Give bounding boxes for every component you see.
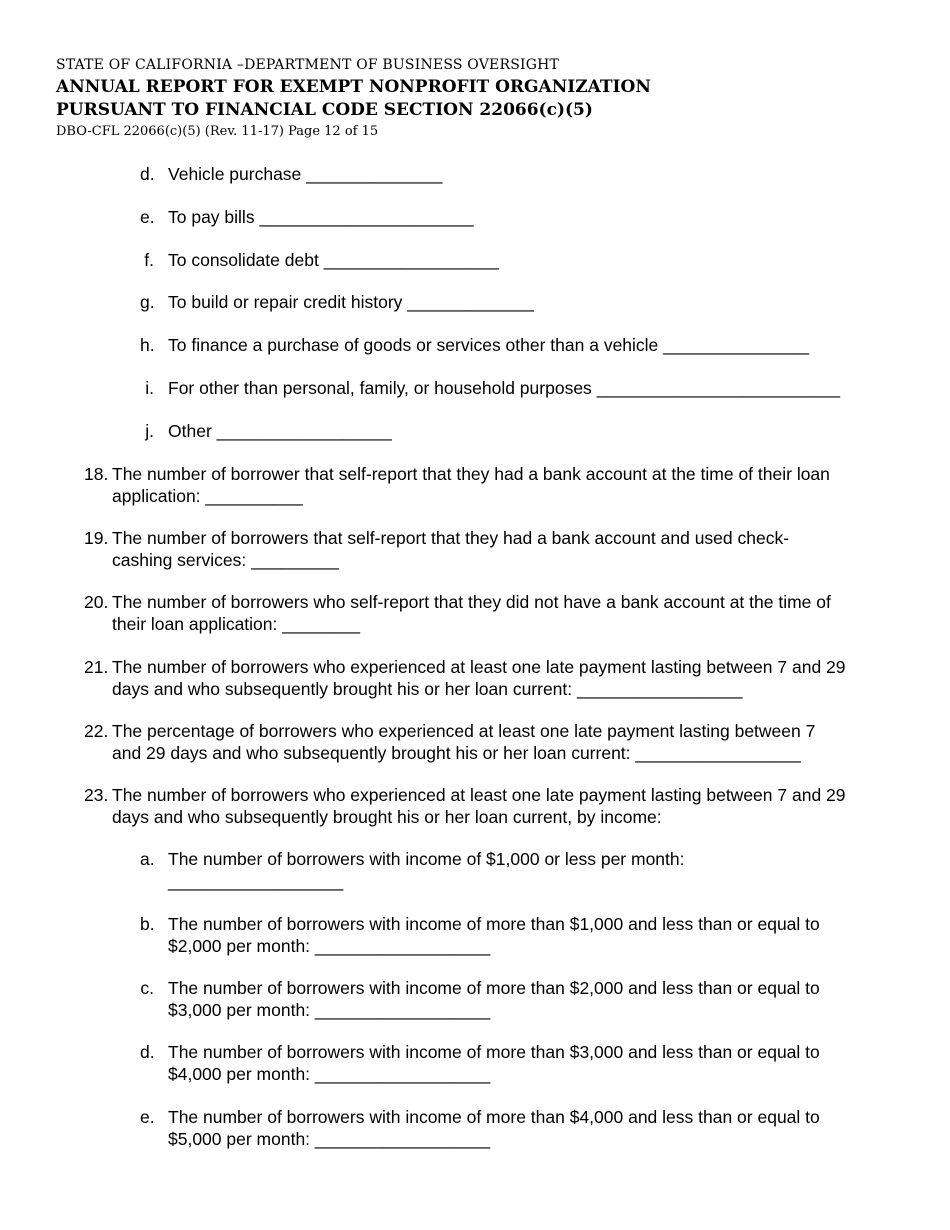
item-text-line1: The number of borrowers with income of more than $2,000 and less than or equal to xyxy=(168,978,820,998)
item-label: h. xyxy=(140,335,155,355)
item-text-line1: The number of borrowers with income of $1,000 or less per month: xyxy=(168,849,685,869)
answer-blank[interactable]: __________________ xyxy=(314,999,491,1020)
answer-blank[interactable]: __________________ xyxy=(168,870,344,891)
answer-blank[interactable]: __________ xyxy=(205,485,303,506)
item-text-line1: The number of borrowers with income of more than $4,000 and less than or equal to xyxy=(168,1107,820,1127)
item-label: e. xyxy=(140,1107,155,1127)
item-text: To build or repair credit history xyxy=(168,292,403,312)
item-text-line2: $2,000 per month: xyxy=(168,935,311,956)
answer-blank[interactable]: __________________ xyxy=(314,1128,491,1149)
answer-blank[interactable]: __________________ xyxy=(323,250,499,270)
item-text-line1: The number of borrowers with income of more than $1,000 and less than or equal to xyxy=(168,914,820,934)
answer-blank[interactable]: ________ xyxy=(282,613,361,634)
item-text-line2: $4,000 per month: xyxy=(168,1063,311,1084)
item-label: d. xyxy=(140,164,155,184)
answer-blank[interactable]: _________________ xyxy=(635,742,801,763)
form-title: ANNUAL REPORT FOR EXEMPT NONPROFIT ORGANIZATION xyxy=(56,77,651,97)
answer-blank[interactable]: _________________________ xyxy=(596,378,841,398)
answer-blank[interactable]: _________ xyxy=(251,549,339,570)
form-reference: DBO-CFL 22066(c)(5) (Rev. 11-17) Page 12 of 15 xyxy=(56,124,379,139)
item-label: g. xyxy=(140,292,155,312)
item-label: a. xyxy=(140,849,155,869)
question-text-line2: their loan application: xyxy=(112,613,278,634)
question-number: 21. xyxy=(84,657,109,677)
form-header xyxy=(56,55,651,142)
item-label: f. xyxy=(144,250,154,270)
question-text-line2: application: xyxy=(112,485,201,506)
form-subtitle: PURSUANT TO FINANCIAL CODE SECTION 22066(c)(5) xyxy=(56,100,593,120)
question-text-line1: The percentage of borrowers who experienced at least one late payment lasting between 7 xyxy=(112,721,816,741)
question-text-line1: The number of borrowers who experienced at least one late payment lasting between 7 and 29 xyxy=(112,785,846,805)
answer-blank[interactable]: _________________ xyxy=(577,678,743,699)
item-text-line1: The number of borrowers with income of more than $3,000 and less than or equal to xyxy=(168,1042,820,1062)
question-text-line2: days and who subsequently brought his or her loan current: xyxy=(112,678,573,699)
answer-blank[interactable]: __________________ xyxy=(216,421,392,441)
question-number: 18. xyxy=(84,464,109,484)
question-text-line2: days and who subsequently brought his or her loan current, by income: xyxy=(112,806,662,827)
item-text: Vehicle purchase xyxy=(168,164,302,184)
item-text: For other than personal, family, or household purposes xyxy=(168,378,592,398)
item-label: c. xyxy=(140,978,154,998)
question-text-line2: cashing services: xyxy=(112,549,247,570)
answer-blank[interactable]: _______________ xyxy=(663,335,810,355)
item-text: To consolidate debt xyxy=(168,250,319,270)
question-text-line1: The number of borrowers that self-report that they had a bank account and used check- xyxy=(112,528,790,548)
answer-blank[interactable]: __________________ xyxy=(314,935,491,956)
question-text-line2: and 29 days and who subsequently brought his or her loan current: xyxy=(112,742,631,763)
question-number: 19. xyxy=(84,528,109,548)
item-text: To finance a purchase of goods or services other than a vehicle xyxy=(168,335,659,355)
answer-blank[interactable]: ______________________ xyxy=(259,207,474,227)
answer-blank[interactable]: ______________ xyxy=(306,164,443,184)
item-text: To pay bills xyxy=(168,207,255,227)
question-text-line1: The number of borrowers who self-report that they did not have a bank account at the time of xyxy=(112,592,831,612)
answer-blank[interactable]: __________________ xyxy=(314,1063,491,1084)
item-text-line2: $3,000 per month: xyxy=(168,999,311,1020)
item-label: i. xyxy=(145,378,154,398)
question-text-line1: The number of borrowers who experienced at least one late payment lasting between 7 and 29 xyxy=(112,657,846,677)
agency-name: STATE OF CALIFORNIA –DEPARTMENT OF BUSINESS OVERSIGHT xyxy=(56,57,560,73)
question-number: 20. xyxy=(84,592,109,612)
question-number: 23. xyxy=(84,785,109,805)
question-number: 22. xyxy=(84,721,109,741)
item-label: b. xyxy=(140,914,155,934)
item-text-line2: $5,000 per month: xyxy=(168,1128,311,1149)
item-label: d. xyxy=(140,1042,155,1062)
item-text: Other xyxy=(168,421,212,441)
item-label: j. xyxy=(145,421,154,441)
question-text-line1: The number of borrower that self-report that they had a bank account at the time of their loan xyxy=(112,464,830,484)
item-label: e. xyxy=(140,207,155,227)
answer-blank[interactable]: _____________ xyxy=(407,292,534,312)
